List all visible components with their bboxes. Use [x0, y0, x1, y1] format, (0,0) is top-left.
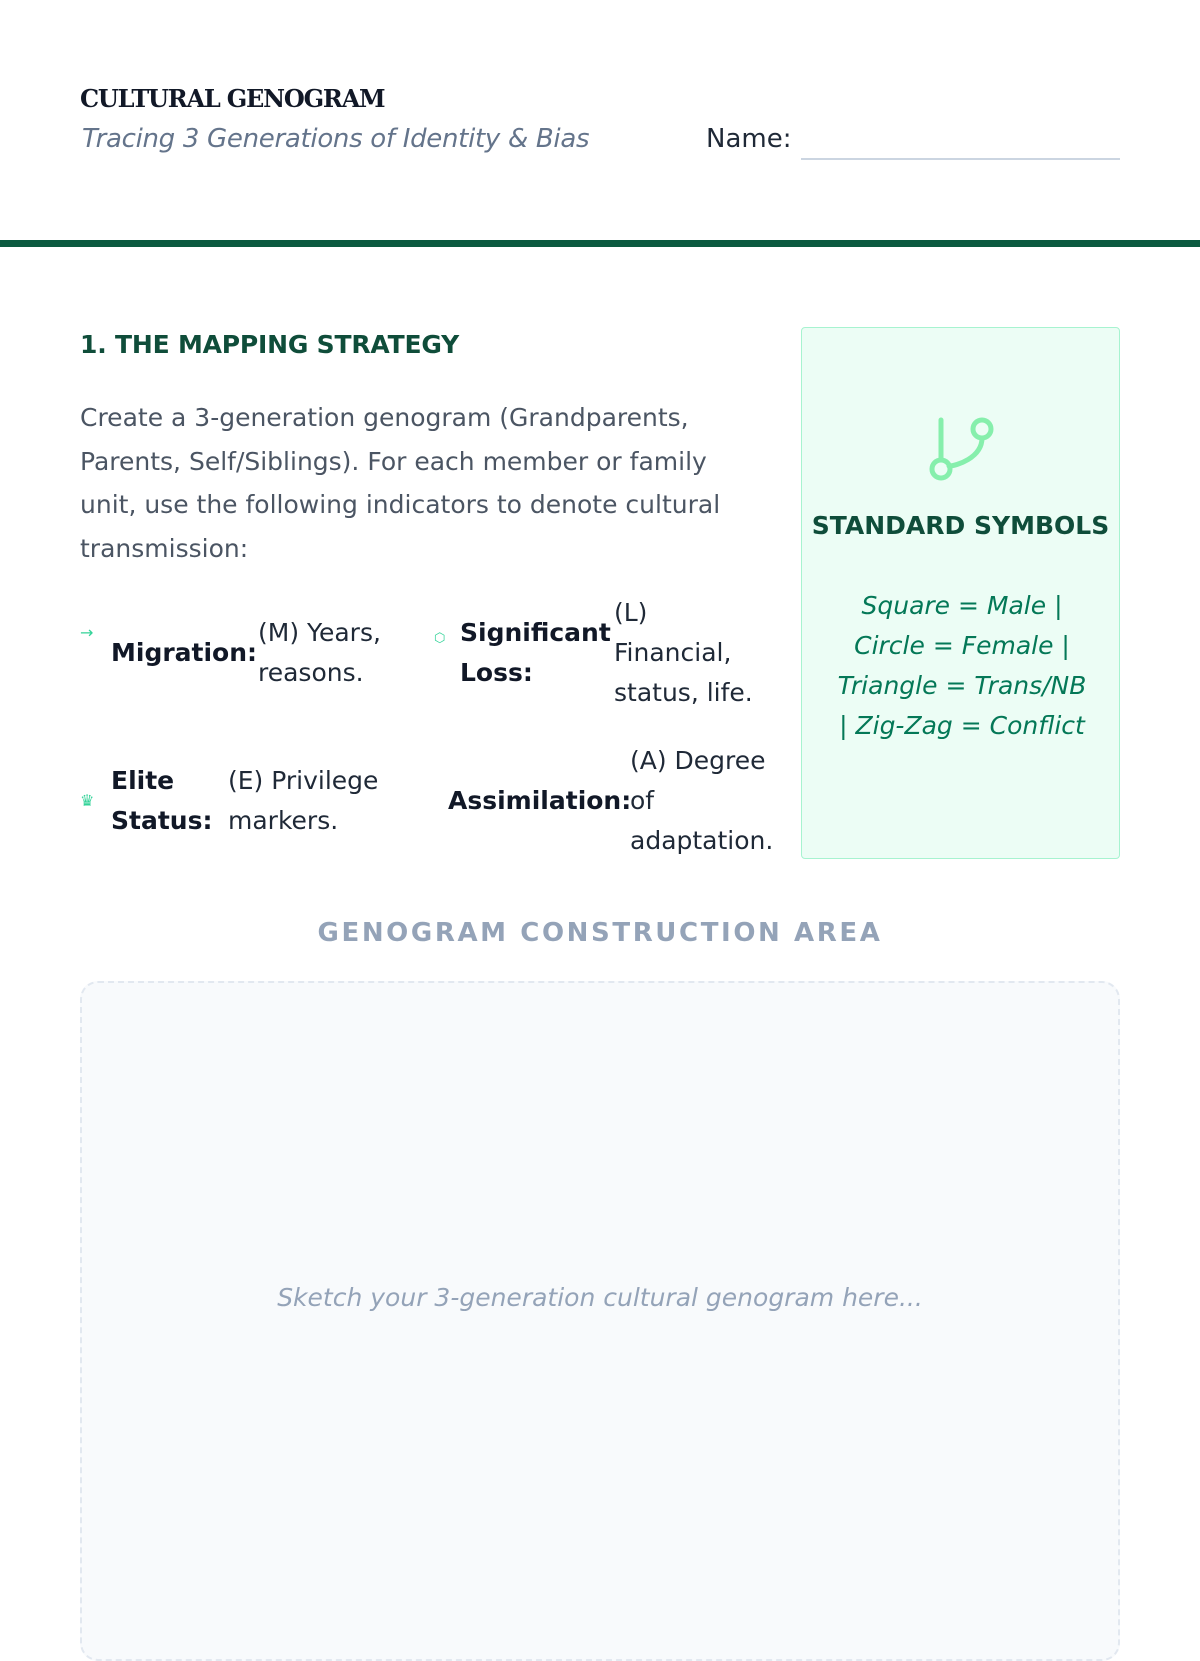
document-subtitle: Tracing 3 Generations of Identity & Bias [82, 124, 590, 154]
standard-symbols-card [801, 327, 1120, 859]
page-header [0, 0, 1200, 240]
indicator-term: Elite Status: [111, 766, 213, 835]
header-divider [0, 240, 1200, 247]
symbols-legend-text: Square = Male | Circle = Female | Triangle = Trans/NB | Zig-Zag = Conflict [837, 591, 1087, 740]
strategy-intro: Create a 3-generation genogram (Grandparents, Parents, Self/Siblings). For each member or family unit, use the following indicators to denote cultural transmission: [80, 403, 721, 563]
indicator-term: Assimilation: [448, 786, 632, 815]
indicator-description: (M) Years, reasons. [258, 618, 381, 687]
arrow-right-icon: → [80, 623, 94, 642]
shield-icon: ⬡ [434, 631, 446, 646]
indicator-term: Migration: [111, 638, 258, 667]
indicator-description: (A) Degree of adaptation. [630, 746, 774, 855]
crown-icon: ♛ [80, 791, 95, 810]
document-title: CULTURAL GENOGRAM [80, 84, 385, 113]
construction-placeholder: Sketch your 3-generation cultural genogram here... [277, 1283, 923, 1312]
symbols-title: STANDARD SYMBOLS [811, 511, 1110, 540]
branch-icon [922, 410, 998, 486]
genogram-construction-area[interactable] [80, 981, 1120, 1661]
section-heading: 1. THE MAPPING STRATEGY [80, 330, 459, 359]
name-field[interactable] [801, 158, 1120, 160]
indicator-term: Significant Loss: [460, 618, 611, 687]
name-label: Name: [706, 124, 792, 154]
construction-heading: GENOGRAM CONSTRUCTION AREA [317, 918, 883, 948]
indicator-description: (E) Privilege markers. [228, 766, 379, 835]
indicator-description: (L) Financial, status, life. [614, 598, 753, 707]
